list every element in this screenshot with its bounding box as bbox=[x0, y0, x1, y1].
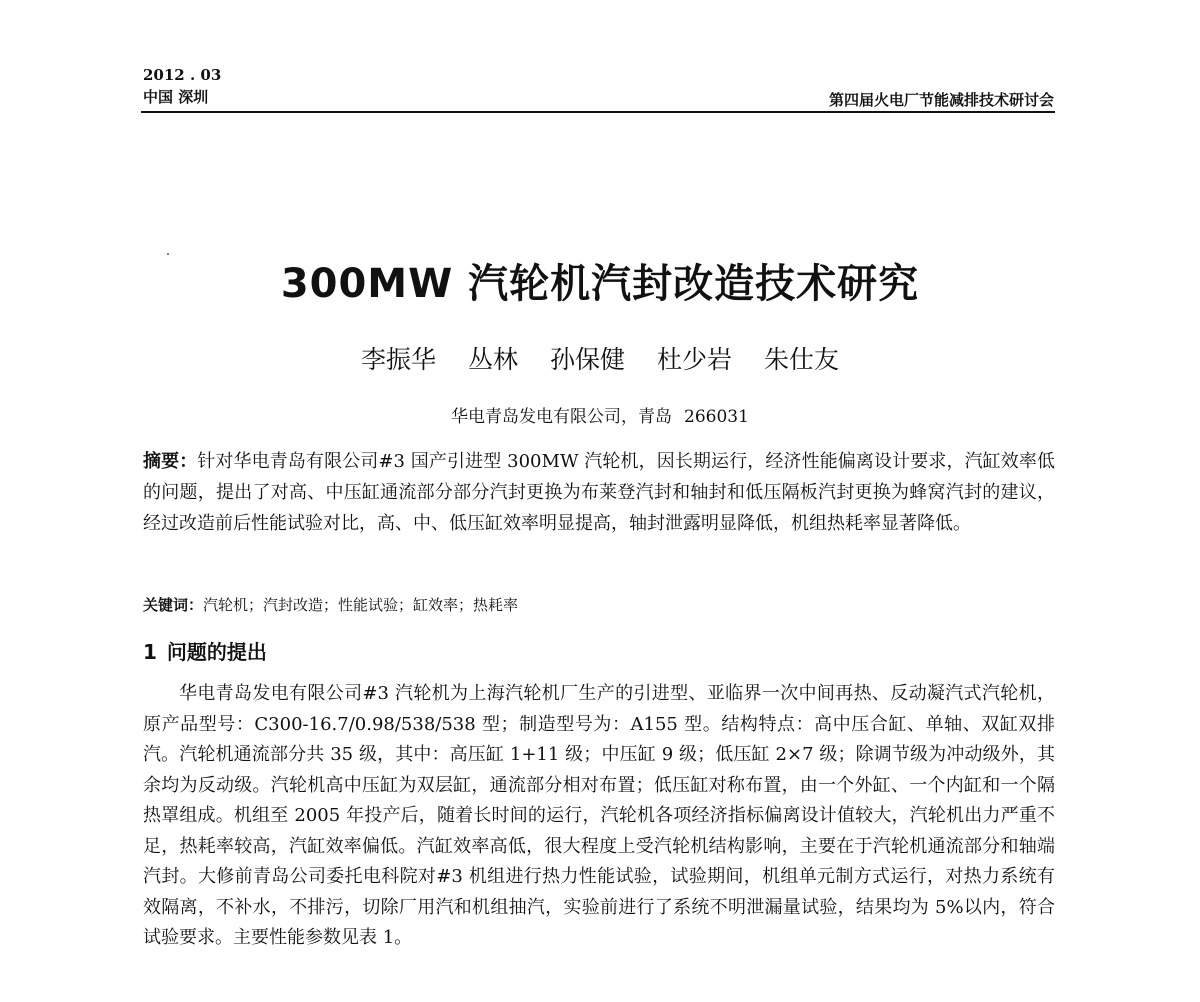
page-header-left bbox=[143, 64, 221, 108]
paper-title: 300MW 汽轮机汽封改造技术研究 bbox=[280, 261, 920, 307]
abstract bbox=[143, 446, 1055, 539]
section-number: 1 bbox=[143, 640, 157, 664]
header-location: 中国 深圳 bbox=[143, 88, 209, 106]
affiliation bbox=[0, 402, 1200, 427]
section-heading bbox=[143, 636, 267, 665]
author-list bbox=[0, 340, 1200, 376]
author-name: 朱仕友 bbox=[764, 345, 840, 374]
postcode: 266031 bbox=[684, 407, 749, 427]
keywords bbox=[143, 594, 518, 616]
author-name: 杜少岩 bbox=[657, 345, 733, 374]
author-name: 孙保健 bbox=[549, 345, 625, 374]
keywords-text: 汽轮机；汽封改造；性能试验；缸效率；热耗率 bbox=[203, 596, 519, 614]
keywords-label: 关键词： bbox=[143, 596, 204, 614]
affiliation-name: 华电青岛发电有限公司，青岛 bbox=[451, 407, 673, 427]
author-name: 丛林 bbox=[467, 345, 518, 374]
author-name: 李振华 bbox=[360, 345, 436, 374]
abstract-label: 摘要： bbox=[143, 451, 198, 472]
section-title: 问题的提出 bbox=[166, 640, 267, 664]
abstract-text: 针对华电青岛有限公司#3 国产引进型 300MW 汽轮机，因长期运行，经济性能偏离设计要求，汽缸效率低的问题，提出了对高、中压缸通流部分部分汽封更换为布莱登汽封和轴封和低压隔板汽封更换为蜂窝汽封的建议，经过改造前后性能试验对比，高、中、低压缸效率明显提高，轴封泄露明显降低，机组热耗率显著降低。 bbox=[143, 451, 1055, 534]
header-conference: 第四届火电厂节能减排技术研讨会 bbox=[828, 91, 1054, 109]
section-body: 华电青岛发电有限公司#3 汽轮机为上海汽轮机厂生产的引进型、亚临界一次中间再热、反动凝汽式汽轮机，原产品型号：C300-16.7/0.98/538/538 型；制造型号为：A155 型。结构特点：高中压合缸、单轴、双缸双排汽。汽轮机通流部分共 35 级，其中：高压缸 1+11 级；中压缸 9 级；低压缸 2×7 级；除调节级为冲动级外，其余均为反动级。汽轮机高中压缸为双层缸，通流部分相对布置；低压缸对称布置，由一个外缸、一个内缸和一个隔热罩组成。机组至 2005 年投产后，随着长时间的运行，汽轮机各项经济指标偏离设计值较大，汽轮机出力严重不足，热耗率较高，汽缸效率偏低。汽缸效率高低，很大程度上受汽轮机结构影响，主要在于汽轮机通流部分和轴端汽封。大修前青岛公司委托电科院对#3 机组进行热力性能试验，试验期间，机组单元制方式运行，对热力系统有效隔离，不补水，不排污，切除厂用汽和机组抽汽，实验前进行了系统不明泄漏量试验，结果均为 5%以内，符合试验要求。主要性能参数见表 1。 bbox=[143, 683, 1055, 948]
header-divider bbox=[141, 111, 1055, 113]
header-date: 2012 . 03 bbox=[143, 66, 222, 84]
